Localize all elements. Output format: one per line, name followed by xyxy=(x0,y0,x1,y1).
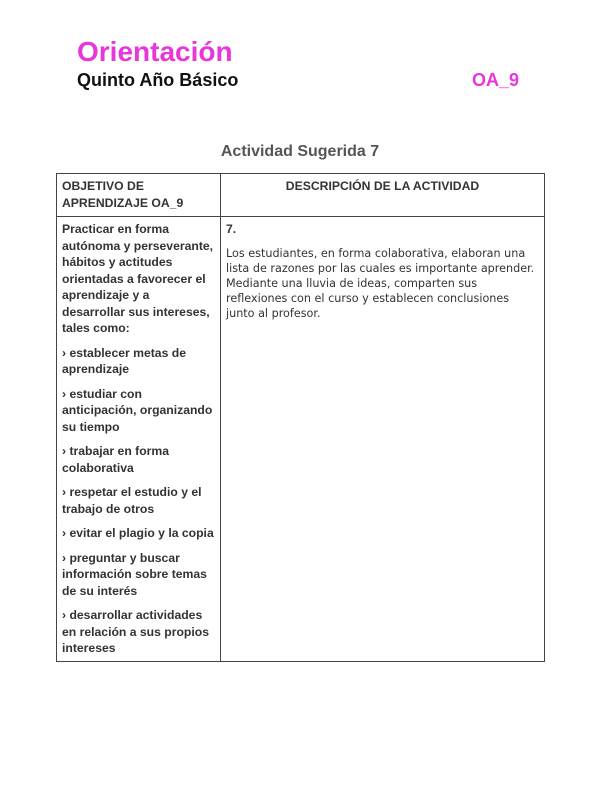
activity-number: 7. xyxy=(226,222,237,236)
activity-table xyxy=(56,173,545,662)
list-item: › preguntar y buscar información sobre temas de su interés xyxy=(62,550,207,598)
objective-column-header: OBJETIVO DE APRENDIZAJE OA_9 xyxy=(57,174,221,217)
objective-intro: Practicar en forma autónoma y perseverante, hábitos y actitudes orientadas a favorecer el aprendizaje y a desarrollar sus intereses, tales como: xyxy=(62,222,214,335)
table-header-row xyxy=(57,174,545,217)
list-item: › desarrollar actividades en relación a sus propios intereses xyxy=(62,608,209,655)
table-row xyxy=(57,217,545,662)
list-item: › establecer metas de aprendizaje xyxy=(62,345,186,376)
list-item: › trabajar en forma colaborativa xyxy=(62,444,170,475)
activity-description: Los estudiantes, en forma colaborativa, elaboran una lista de razones por las cuales es importante aprender. Mediante una lluvia de ideas, comparten sus reflexiones con el curso y establecen conclusiones junto al profesor. xyxy=(226,246,535,320)
objective-code: OA_9 xyxy=(472,70,520,90)
page-title: Orientación xyxy=(77,36,233,67)
list-item: › evitar el plagio y la copia xyxy=(62,526,214,540)
list-item: › respetar el estudio y el trabajo de otros xyxy=(62,485,202,516)
description-column-header: DESCRIPCIÓN DE LA ACTIVIDAD xyxy=(221,174,545,217)
objective-list xyxy=(62,345,215,657)
grade-subtitle: Quinto Año Básico xyxy=(77,70,239,90)
activity-heading: Actividad Sugerida 7 xyxy=(220,143,380,160)
objective-cell xyxy=(57,217,221,662)
list-item: › estudiar con anticipación, organizando su tiempo xyxy=(62,386,213,434)
description-cell xyxy=(221,217,545,662)
